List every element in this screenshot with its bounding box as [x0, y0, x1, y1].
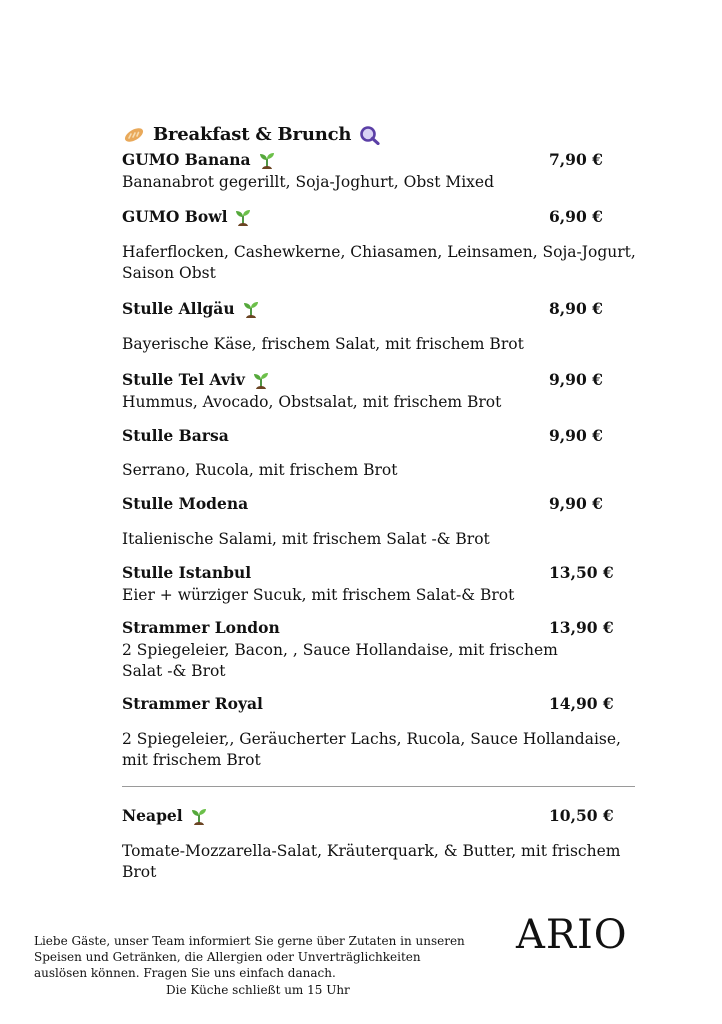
- seedling-icon: [253, 371, 269, 389]
- menu-item: [122, 370, 642, 413]
- item-price: 9,90 €: [549, 494, 603, 513]
- item-name: Stulle Modena: [122, 494, 249, 513]
- seedling-icon: [235, 208, 251, 226]
- seedling-icon: [243, 300, 259, 318]
- item-name: Strammer London: [122, 618, 280, 637]
- item-price: 13,90 €: [549, 618, 614, 637]
- item-description: Italienische Salami, mit frischem Salat -& Brot: [122, 530, 490, 548]
- menu-item: [122, 618, 642, 681]
- item-price: 6,90 €: [549, 207, 603, 226]
- allergen-note-line: auslösen können. Fragen Sie uns einfach danach.: [34, 966, 336, 980]
- item-description: Hummus, Avocado, Obstsalat, mit frischem Brot: [122, 393, 502, 411]
- item-price: 10,50 €: [549, 806, 614, 825]
- divider: [122, 786, 635, 787]
- item-name: Strammer Royal: [122, 694, 263, 713]
- item-description: Haferflocken, Cashewkerne, Chiasamen, Leinsamen, Soja-Jogurt, Saison Obst: [122, 243, 636, 282]
- magnifier-icon: [359, 125, 381, 145]
- menu-item: [122, 207, 642, 283]
- section-title: Breakfast & Brunch: [153, 124, 352, 145]
- menu-item: [122, 563, 642, 606]
- item-price: 7,90 €: [549, 150, 603, 169]
- item-description: Eier + würziger Sucuk, mit frischem Salat-& Brot: [122, 586, 515, 604]
- item-description: Serrano, Rucola, mit frischem Brot: [122, 461, 398, 479]
- menu-item: [122, 806, 642, 882]
- item-name: GUMO Banana: [122, 150, 251, 169]
- item-name: Stulle Istanbul: [122, 563, 252, 582]
- item-name: Neapel: [122, 806, 183, 825]
- item-name: Stulle Allgäu: [122, 299, 235, 318]
- item-price: 14,90 €: [549, 694, 614, 713]
- item-description: 2 Spiegeleier, Bacon, , Sauce Hollandaise, mit frischem Salat -& Brot: [122, 641, 558, 680]
- menu-item: [122, 494, 642, 550]
- item-price: 9,90 €: [549, 370, 603, 389]
- item-price: 9,90 €: [549, 426, 603, 445]
- item-description: Bananabrot gegerillt, Soja-Joghurt, Obst Mixed: [122, 173, 495, 191]
- section-heading: [123, 124, 381, 145]
- allergen-note-line: Liebe Gäste, unser Team informiert Sie gerne über Zutaten in unseren: [34, 934, 465, 948]
- seedling-icon: [259, 151, 275, 169]
- item-description: Bayerische Käse, frischem Salat, mit frischem Brot: [122, 335, 524, 353]
- menu-item: [122, 299, 642, 355]
- bread-icon: [123, 127, 145, 143]
- menu-item: [122, 694, 642, 770]
- item-name: GUMO Bowl: [122, 207, 228, 226]
- menu-item: [122, 426, 642, 481]
- brand-logo: ARIO: [516, 912, 628, 958]
- item-description: 2 Spiegeleier,, Geräucherter Lachs, Rucola, Sauce Hollandaise, mit frischem Brot: [122, 730, 621, 769]
- allergen-note-line: Speisen und Getränken, die Allergien oder Unverträglichkeiten: [34, 950, 421, 964]
- item-price: 13,50 €: [549, 563, 614, 582]
- seedling-icon: [191, 807, 207, 825]
- kitchen-closing-time: Die Küche schließt um 15 Uhr: [166, 983, 350, 997]
- menu-item: [122, 150, 642, 193]
- allergen-note: [34, 933, 504, 981]
- item-price: 8,90 €: [549, 299, 603, 318]
- item-name: Stulle Tel Aviv: [122, 370, 245, 389]
- item-description: Tomate-Mozzarella-Salat, Kräuterquark, & Butter, mit frischem Brot: [122, 842, 621, 881]
- item-name: Stulle Barsa: [122, 426, 229, 445]
